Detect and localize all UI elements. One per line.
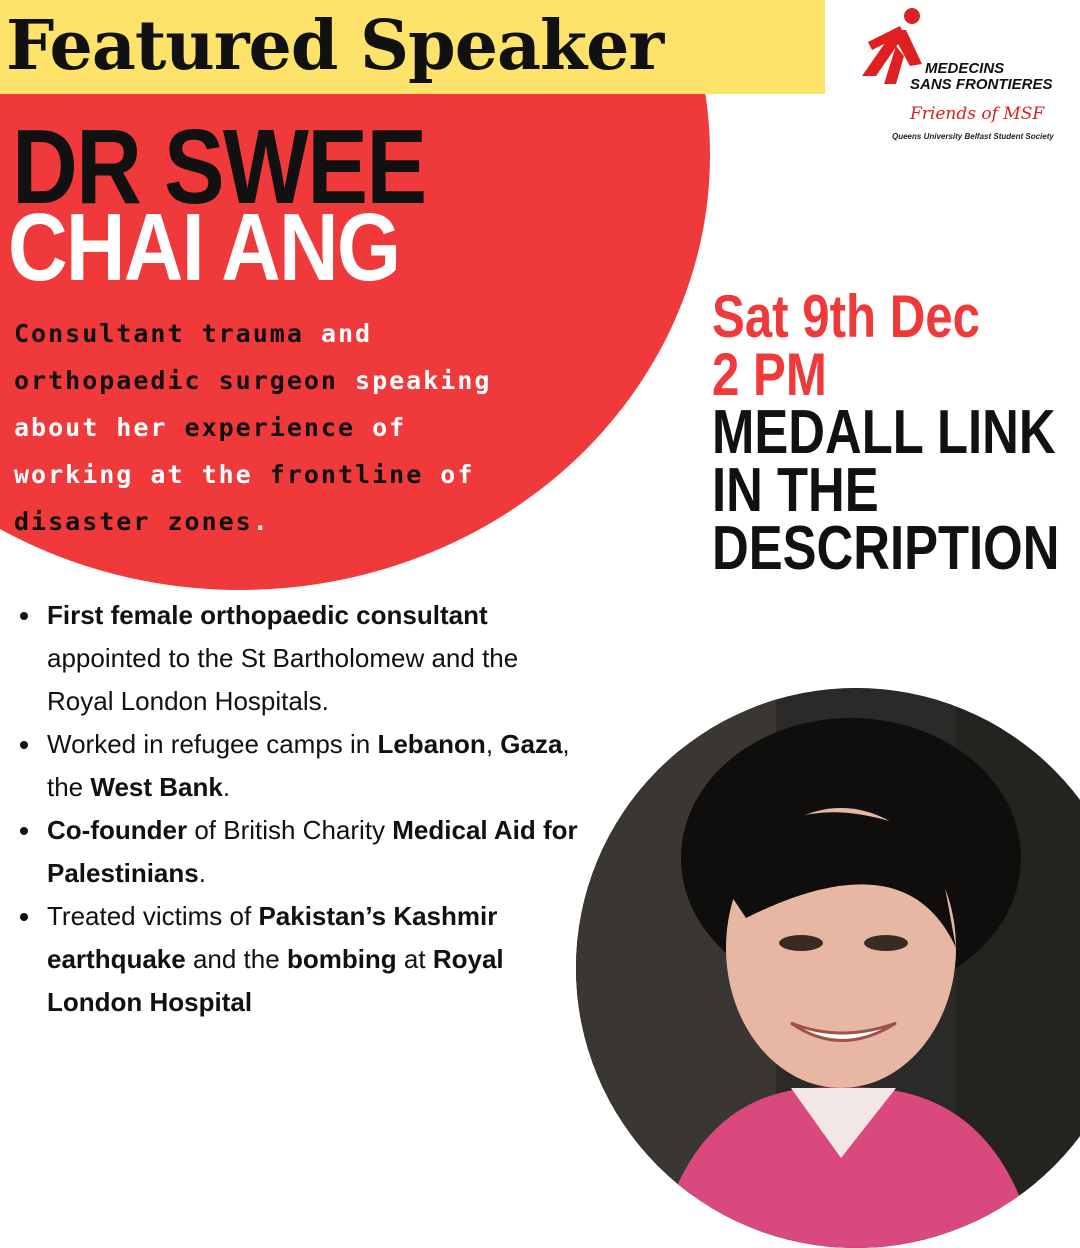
banner-title: Featured Speaker — [6, 6, 664, 86]
bullet-bold: West Bank — [90, 772, 223, 802]
speaker-photo — [576, 688, 1080, 1248]
speaker-portrait-image — [576, 688, 1080, 1248]
msf-running-man-icon — [854, 6, 934, 86]
featured-banner — [0, 0, 825, 94]
logo-text-line1: MEDECINS — [925, 60, 1005, 77]
bullet-bold: Royal London Hospital — [47, 944, 504, 1017]
list-item — [18, 723, 578, 809]
desc-text: working at the — [14, 460, 270, 489]
achievements-list — [18, 594, 578, 1024]
event-link-line2: IN THE — [712, 456, 879, 525]
event-link-line1: MEDALL LINK — [712, 398, 1056, 467]
desc-text: of — [372, 413, 407, 442]
speaker-name-line2: CHAI ANG — [8, 194, 400, 301]
bullet-text: at — [396, 944, 433, 974]
bullet-text: Worked in refugee camps in — [47, 729, 378, 759]
bullet-text: , the — [47, 729, 570, 802]
desc-text: Consultant trauma — [14, 319, 321, 348]
logo-text-line2: SANS FRONTIERES — [910, 76, 1053, 93]
bullet-bold: Medical Aid for Palestinians — [47, 815, 578, 888]
bullet-text: and the — [185, 944, 287, 974]
desc-text: about her — [14, 413, 185, 442]
desc-text: speaking — [355, 366, 492, 395]
speaker-description — [14, 310, 574, 545]
desc-text: experience — [184, 413, 373, 442]
desc-text: . — [252, 507, 270, 536]
bullet-text: . — [198, 858, 206, 888]
desc-text: and — [320, 319, 373, 348]
desc-text: frontline — [269, 460, 441, 489]
event-link-line3: DESCRIPTION — [712, 514, 1060, 583]
bullet-text: , — [485, 729, 501, 759]
bullet-bold: bombing — [286, 944, 397, 974]
bullet-bold: First female orthopaedic consultant — [47, 600, 488, 630]
bullet-text: of British Charity — [187, 815, 393, 845]
event-date: Sat 9th Dec — [712, 283, 980, 350]
list-item — [18, 895, 578, 1024]
logo-society-text: Queens University Belfast Student Society — [892, 132, 1054, 141]
speaker-name-line1: DR SWEE — [12, 108, 426, 226]
bullet-text: . — [222, 772, 231, 802]
bullet-text: Treated victims of — [47, 901, 259, 931]
bullet-bold: Lebanon — [377, 729, 486, 759]
logo-friends-text: Friends of MSF — [910, 104, 1045, 124]
desc-text: orthopaedic surgeon — [14, 366, 356, 395]
desc-text: of — [440, 460, 475, 489]
bullet-bold: Gaza — [500, 729, 563, 759]
msf-logo — [848, 4, 1073, 154]
event-time: 2 PM — [712, 341, 827, 408]
list-item — [18, 594, 578, 723]
bullet-text: appointed to the St Bartholomew and the Royal London Hospitals. — [47, 643, 519, 716]
bullet-bold: Co-founder — [47, 815, 188, 845]
bullet-bold: Pakistan’s Kashmir earthquake — [47, 901, 498, 974]
event-details — [712, 283, 1080, 583]
list-item — [18, 809, 578, 895]
desc-text: disaster zones — [14, 507, 253, 536]
